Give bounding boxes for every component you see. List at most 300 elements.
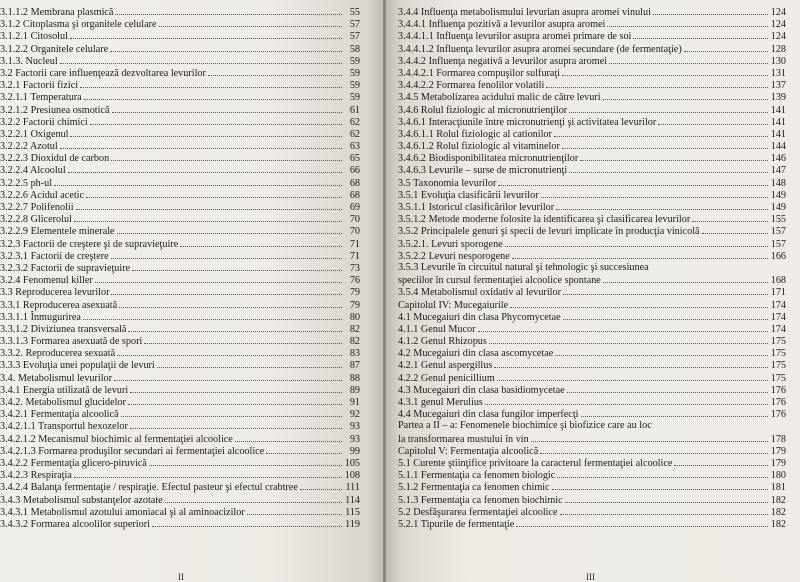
toc-entry (398, 347, 786, 359)
toc-entry-page: 175 (770, 336, 786, 348)
toc-entry (398, 225, 786, 237)
toc-entry-page: 181 (770, 482, 786, 494)
toc-entry-page: 174 (770, 311, 786, 323)
toc-entry-title: 3.2.1.1 Temperatura (0, 92, 82, 104)
toc-leader-dots (562, 67, 768, 76)
toc-entry-page: 155 (770, 214, 786, 226)
toc-entry-title: 4.1.2 Genul Rhizopus (398, 336, 487, 348)
toc-entry-title: 3.2.2.8 Glicerolul (0, 214, 72, 226)
toc-entry (398, 6, 786, 18)
toc-entry-page: 180 (770, 470, 786, 482)
toc-entry-title: 3.5.3 Levurile în circuitul natural şi tehnologic şi succesiunea (398, 261, 649, 273)
toc-leader-dots (485, 396, 768, 405)
toc-entry (398, 238, 786, 250)
toc-entry-page: 168 (770, 275, 786, 287)
toc-entry-page: 73 (349, 262, 360, 274)
toc-leader-dots (80, 79, 342, 88)
toc-entry-page: 179 (770, 457, 786, 469)
toc-entry-title: 3.2.2 Factorii chimici (0, 116, 88, 128)
toc-entry-title: 3.2.1.2 Presiunea osmotică (0, 104, 110, 116)
toc-leader-dots (580, 152, 768, 161)
toc-leader-dots (300, 481, 342, 490)
toc-entry-page: 146 (770, 153, 786, 165)
toc-leader-dots (165, 494, 342, 503)
toc-entry (398, 311, 786, 323)
toc-entry (0, 481, 360, 493)
toc-leader-dots (512, 250, 768, 259)
toc-entry (0, 311, 360, 323)
toc-entry-page: 92 (349, 409, 360, 421)
toc-entry (398, 335, 786, 347)
toc-leader-dots (208, 67, 342, 76)
toc-entry-title: 3.1.2.2 Organitele celulare (0, 43, 109, 55)
toc-entry-page: 176 (770, 409, 786, 421)
toc-entry-page: 166 (770, 250, 786, 262)
toc-entry (398, 30, 786, 42)
toc-entry (0, 457, 360, 469)
toc-entry-title: Capitolul IV: Mucegaiurile (398, 299, 509, 311)
toc-entry (398, 91, 786, 103)
toc-entry-title: 3.4.4.2 Influenţa negativă a levurilor asupra aromei (398, 55, 608, 67)
toc-entry (0, 469, 360, 481)
toc-entry-title: la transformarea mustului în vin (398, 433, 529, 445)
toc-entry-title: 3.4.2.4 Balanţa fermentaţie / respiraţie. Efectul pasteur şi efectul crabtree (0, 482, 298, 494)
toc-entry (0, 445, 360, 457)
toc-leader-dots (74, 213, 342, 222)
toc-leader-dots (180, 238, 342, 247)
toc-leader-dots (121, 408, 342, 417)
page-number-right: III (586, 572, 595, 582)
toc-entry (0, 91, 360, 103)
toc-leader-dots (157, 359, 342, 368)
toc-entry (0, 274, 360, 286)
toc-entry (398, 18, 786, 30)
toc-leader-dots (498, 177, 768, 186)
toc-entry (0, 201, 360, 213)
toc-entry-page: 62 (349, 116, 360, 128)
toc-entry (0, 286, 360, 298)
toc-entry (0, 128, 360, 140)
toc-entry (0, 335, 360, 347)
toc-entry (0, 152, 360, 164)
toc-entry-page: 174 (770, 323, 786, 335)
toc-entry-title: 3.4.2.1.3 Formarea produşilor secundari ai fermentaţiei alcoolice (0, 445, 265, 457)
toc-leader-dots (247, 506, 342, 515)
toc-entry-title: Capitolul V: Fermentaţia alcoolică (398, 445, 539, 457)
toc-entry (398, 55, 786, 67)
toc-entry-title: 4.1 Mucegaiuri din clasa Phycomycetae (398, 311, 561, 323)
toc-entry (0, 79, 360, 91)
toc-entry (398, 359, 786, 371)
toc-leader-dots (569, 104, 768, 113)
toc-leader-dots (111, 152, 342, 161)
toc-entry-page: 68 (349, 189, 360, 201)
toc-entry (0, 6, 360, 18)
toc-entry-page: 62 (349, 128, 360, 140)
toc-entry (398, 250, 786, 262)
toc-leader-dots (557, 469, 768, 478)
toc-entry-title: 3.2.2.4 Alcoolul (0, 165, 66, 177)
toc-entry-page: 124 (770, 7, 786, 18)
toc-entry-title: 3.3.3 Evoluţia unei populaţii de levuri (0, 360, 155, 372)
toc-leader-dots (60, 140, 342, 149)
toc-entry-title: 3.2.4 Fenomenul killer (0, 275, 93, 287)
toc-entry-title: 3.5.2.1. Levuri sporogene (398, 238, 503, 250)
toc-entry-title: Partea a II – a: Fenomenele biochimice şi biofizice care au loc (398, 420, 652, 432)
toc-entry-title: 3.4.4.1 Influenţa pozitivă a levurilor asupra aromei (398, 19, 606, 31)
toc-leader-dots (563, 311, 768, 320)
toc-entry-page: 114 (345, 494, 360, 506)
toc-entry (0, 67, 360, 79)
toc-entry-title: 3.4.6.1.2 Rolul fiziologic al vitaminelor (398, 141, 560, 153)
toc-entry-page: 182 (770, 494, 786, 506)
toc-leader-dots (633, 30, 768, 39)
toc-entry-page: 149 (770, 202, 786, 213)
toc-entry (0, 189, 360, 201)
toc-entry (398, 201, 786, 213)
toc-leader-dots (567, 384, 768, 393)
toc-leader-dots (692, 213, 768, 222)
toc-entry-page: 83 (349, 348, 360, 360)
toc-entry-title: 5.1 Curente ştiinţifice privitoare la caracterul fermentaţiei alcoolice (398, 457, 673, 469)
toc-entry (0, 213, 360, 225)
toc-entry (398, 408, 786, 420)
toc-leader-dots (115, 6, 342, 15)
toc-entry-title: 3.4.3.1 Metabolismul azotului amoniacal şi al aminoacizilor (0, 506, 245, 518)
toc-entry (0, 262, 360, 274)
toc-entry-title: 3.3.1.1 Înmugurirea (0, 311, 81, 323)
toc-entry-page: 175 (770, 372, 786, 384)
toc-entry (0, 238, 360, 250)
toc-left (0, 6, 360, 530)
toc-entry-title: 5.1.2 Fermentaţia ca fenomen chimic (398, 482, 550, 494)
toc-entry-page: 93 (349, 421, 360, 433)
toc-entry (398, 189, 786, 201)
toc-entry (398, 67, 786, 79)
toc-entry-title: 3.1.3. Nucleul (0, 55, 58, 67)
toc-leader-dots (510, 299, 768, 308)
toc-entry-title: 3.4.2.1.2 Mecanismul biochimic al fermentaţiei alcoolice (0, 433, 233, 445)
toc-entry (0, 164, 360, 176)
toc-entry-page: 105 (344, 457, 360, 469)
toc-entry-title: 3.4.6 Rolul fiziologic al micronutrienţilor (398, 104, 568, 116)
toc-entry (0, 323, 360, 335)
toc-entry (0, 30, 360, 42)
toc-leader-dots (540, 445, 768, 454)
toc-entry-title: speciilor în cursul fermentaţiei alcoolice spontane (398, 275, 601, 287)
page-number-left: II (178, 572, 184, 582)
toc-leader-dots (609, 55, 768, 64)
toc-entry-title: 3.4.2. Metabolismul glucidelor (0, 397, 126, 408)
toc-entry-page: 71 (349, 250, 360, 262)
toc-leader-dots (60, 55, 342, 64)
toc-entry-page: 61 (349, 104, 360, 116)
toc-entry-page: 174 (770, 299, 786, 311)
toc-leader-dots (516, 518, 768, 527)
toc-entry-title: 3.1.2.1 Citosolul (0, 31, 68, 43)
toc-leader-dots (235, 433, 342, 442)
toc-entry-title: 3.5.1 Evoluţia clasificării levurilor (398, 189, 539, 201)
toc-entry-title: 3.2.3.2 Factorii de supravieţuire (0, 262, 131, 274)
toc-entry-page: 88 (349, 372, 360, 384)
toc-entry (398, 396, 786, 408)
toc-entry-title: 5.1.1 Fermentaţia ca fenomen biologic (398, 470, 556, 482)
toc-entry (398, 286, 786, 298)
toc-entry (0, 420, 360, 432)
toc-entry-page: 119 (345, 518, 360, 530)
toc-entry-page: 58 (349, 43, 360, 55)
toc-leader-dots (658, 116, 768, 125)
toc-entry-page: 99 (349, 445, 360, 457)
toc-entry-page: 178 (770, 433, 786, 445)
toc-leader-dots (68, 164, 342, 173)
toc-entry-title: 3.2.1 Factorii fizici (0, 80, 79, 92)
toc-entry-page: 175 (770, 348, 786, 360)
toc-entry-page: 79 (349, 287, 360, 299)
toc-leader-dots (112, 104, 343, 113)
toc-entry (398, 177, 786, 189)
toc-entry-title: 3.4.2.1 Fermentaţia alcoolică (0, 409, 119, 421)
toc-leader-dots (489, 335, 768, 344)
toc-entry-title: 3.2.2.2 Azotul (0, 141, 58, 153)
toc-leader-dots (674, 457, 768, 466)
right-page (386, 0, 800, 582)
toc-entry-title: 3.4.6.1.1 Rolul fiziologic al cationilor (398, 128, 552, 140)
toc-entry (398, 128, 786, 140)
toc-entry-title: 5.1.3 Fermentaţia ca fenomen biochimic (398, 494, 563, 506)
toc-leader-dots (552, 481, 768, 490)
toc-entry (0, 250, 360, 262)
toc-entry-title: 3.4.6.1 Interacţiunile între micronutrienţi şi activitatea levurilor (398, 116, 657, 128)
toc-entry (0, 494, 360, 506)
toc-entry-title: 3.4. Metabolismul levurilor (0, 372, 113, 384)
toc-entry (0, 359, 360, 371)
toc-entry-page: 131 (770, 67, 786, 79)
toc-leader-dots (684, 43, 768, 52)
toc-entry-page: 93 (349, 433, 360, 445)
toc-leader-dots (76, 201, 342, 210)
toc-entry-title: 3.5.2.2 Levuri nesporogene (398, 250, 510, 262)
toc-leader-dots (144, 335, 342, 344)
toc-entry (0, 18, 360, 30)
left-page (0, 0, 384, 582)
toc-entry (398, 43, 786, 55)
toc-entry-title: 4.3 Mucegaiuri din clasa basidiomycetae (398, 384, 565, 396)
toc-entry-title: 3.4.4 Influenţa metabolismului levurian asupra aromei vinului (398, 7, 651, 18)
toc-entry-title: 3.3.1.3 Formarea asexuată de spori (0, 336, 143, 348)
toc-entry (398, 116, 786, 128)
toc-entry-page: 57 (349, 19, 360, 31)
toc-entry-title: 3.4.3.2 Formarea alcoolilor superiori (0, 518, 150, 530)
toc-leader-dots (603, 274, 768, 283)
toc-leader-dots (54, 177, 342, 186)
toc-entry-title: 3.2.3.1 Factorii de creştere (0, 250, 109, 262)
toc-leader-dots (70, 30, 342, 39)
toc-leader-dots (159, 18, 342, 27)
toc-entry (0, 55, 360, 67)
toc-entry-page: 66 (349, 165, 360, 177)
toc-entry-page: 148 (770, 177, 786, 189)
toc-entry-title: 3.3.1 Reproducerea asexuată (0, 299, 118, 311)
toc-leader-dots (702, 225, 768, 234)
toc-entry-page: 147 (770, 165, 786, 177)
toc-entry (398, 457, 786, 469)
toc-leader-dots (70, 128, 342, 137)
toc-entry-page: 175 (770, 360, 786, 372)
toc-entry (398, 433, 786, 445)
toc-entry-title: 3.5.4 Metabolismul oxidativ al levurilor (398, 287, 561, 299)
toc-entry (0, 384, 360, 396)
toc-entry (398, 152, 786, 164)
toc-entry-title: 4.2 Mucegaiuri din clasa ascomycetae (398, 348, 554, 360)
toc-entry (0, 518, 360, 530)
toc-leader-dots (531, 433, 768, 442)
toc-entry-title: 3.1.2 Citoplasma şi organitele celulare (0, 19, 157, 31)
toc-leader-dots (546, 79, 768, 88)
toc-entry-title: 3.5.2 Principalele genuri şi specii de levuri implicate în producţia vinicolă (398, 226, 700, 238)
toc-entry (0, 372, 360, 384)
toc-leader-dots (478, 323, 768, 332)
toc-entry-page: 59 (349, 67, 360, 79)
toc-entry-page: 59 (349, 55, 360, 67)
toc-entry-page: 157 (770, 238, 786, 250)
toc-entry (0, 140, 360, 152)
toc-entry (398, 299, 786, 311)
toc-entry (398, 213, 786, 225)
toc-entry-title: 3.3 Reproducerea levurilor (0, 287, 110, 299)
toc-entry-title: 3.2.2.9 Elementele minerale (0, 226, 115, 238)
toc-entry-title: 3.4.3 Metabolismul substanţelor azotate (0, 494, 163, 506)
toc-leader-dots (497, 372, 768, 381)
toc-entry-page: 137 (770, 80, 786, 92)
toc-entry (0, 299, 360, 311)
toc-entry (398, 79, 786, 91)
toc-leader-dots (111, 286, 342, 295)
toc-leader-dots (74, 469, 342, 478)
toc-entry (0, 225, 360, 237)
toc-entry-title: 3.4.2.2 Fermentaţia glicero-piruvică (0, 457, 147, 469)
toc-entry-page: 111 (345, 482, 360, 494)
toc-entry-title: 3.2 Factorii care influenţează dezvoltarea levurilor (0, 67, 206, 79)
toc-leader-dots (95, 274, 342, 283)
toc-entry-page: 124 (770, 19, 786, 31)
toc-leader-dots (90, 116, 342, 125)
toc-leader-dots (569, 164, 768, 173)
toc-entry (0, 347, 360, 359)
toc-leader-dots (86, 189, 342, 198)
toc-leader-dots (130, 384, 342, 393)
toc-entry-title: 3.4.2.3 Respiraţia (0, 470, 72, 482)
toc-entry (398, 262, 786, 274)
toc-leader-dots (581, 408, 769, 417)
toc-entry-title: 4.2.2 Genul penicillium (398, 372, 495, 384)
toc-entry-title: 4.4 Mucegaiuri din clasa fungilor imperfecţi (398, 409, 579, 421)
toc-entry-title: 3.3.2. Reproducerea sexuată (0, 348, 116, 360)
toc-entry-title: 4.3.1 genul Merulius (398, 397, 483, 408)
toc-entry-title: 3.2.2.3 Dioxidul de carbon (0, 153, 110, 165)
toc-leader-dots (132, 262, 342, 271)
toc-entry-page: 141 (770, 104, 786, 116)
toc-entry-page: 68 (349, 177, 360, 189)
toc-entry-page: 144 (770, 141, 786, 153)
toc-entry-page: 141 (770, 116, 786, 128)
toc-entry (398, 384, 786, 396)
toc-leader-dots (555, 347, 768, 356)
toc-leader-dots (556, 201, 768, 210)
toc-leader-dots (494, 359, 768, 368)
toc-entry-page: 176 (770, 384, 786, 396)
toc-leader-dots (505, 238, 768, 247)
toc-entry-page: 65 (349, 153, 360, 165)
toc-leader-dots (84, 91, 342, 100)
toc-entry-page: 91 (349, 397, 360, 408)
toc-leader-dots (266, 445, 342, 454)
toc-entry (398, 494, 786, 506)
toc-leader-dots (111, 250, 342, 259)
toc-leader-dots (653, 6, 768, 15)
toc-entry (398, 140, 786, 152)
toc-entry (0, 506, 360, 518)
toc-entry (398, 164, 786, 176)
toc-entry (398, 469, 786, 481)
toc-leader-dots (117, 225, 342, 234)
toc-entry-page: 69 (349, 202, 360, 213)
toc-entry-page: 108 (344, 470, 360, 482)
toc-entry-title: 3.4.6.3 Levurile – surse de micronutrienţi (398, 165, 568, 177)
toc-entry-title: 3.2.2.7 Polifenolii (0, 202, 74, 213)
toc-right (398, 6, 786, 530)
toc-leader-dots (562, 140, 768, 149)
toc-leader-dots (541, 189, 768, 198)
toc-entry-page: 82 (349, 336, 360, 348)
toc-entry-page: 182 (770, 518, 786, 530)
toc-leader-dots (130, 420, 342, 429)
toc-entry (398, 481, 786, 493)
toc-entry-title: 3.4.5 Metabolizarea acidului malic de către levuri (398, 92, 601, 104)
toc-entry-title: 3.4.4.1.2 Influenţa levurilor asupra aromei secundare (de fermentaţie) (398, 43, 682, 55)
toc-entry-page: 179 (770, 445, 786, 457)
toc-leader-dots (119, 299, 342, 308)
toc-entry-page: 70 (349, 226, 360, 238)
toc-entry-page: 182 (770, 506, 786, 518)
toc-entry (398, 420, 786, 432)
toc-entry (398, 323, 786, 335)
toc-entry-title: 3.4.4.2.1 Formarea compuşilor sulfuraţi (398, 67, 561, 79)
toc-entry-page: 139 (770, 92, 786, 104)
toc-leader-dots (607, 18, 768, 27)
toc-entry-title: 3.4.1 Energia utilizată de levuri (0, 384, 129, 396)
toc-entry-page: 115 (345, 506, 360, 518)
toc-entry-page: 157 (770, 226, 786, 238)
toc-entry-page: 70 (349, 214, 360, 226)
toc-entry (0, 43, 360, 55)
toc-entry-page: 149 (770, 189, 786, 201)
toc-leader-dots (149, 457, 342, 466)
toc-entry-title: 3.4.4.2.2 Formarea fenolilor volatili (398, 80, 545, 92)
toc-entry (0, 116, 360, 128)
toc-entry-page: 71 (349, 238, 360, 250)
toc-leader-dots (110, 43, 342, 52)
toc-entry-title: 3.2.2.1 Oxigenul (0, 128, 69, 140)
toc-entry (398, 518, 786, 530)
toc-entry-title: 3.5.1.2 Metode moderne folosite la identificarea şi clasificarea levurilor (398, 214, 691, 226)
toc-leader-dots (83, 311, 342, 320)
toc-entry-title: 3.1.1.2 Membrana plasmică (0, 7, 114, 18)
toc-leader-dots (128, 323, 342, 332)
toc-leader-dots (554, 128, 768, 137)
toc-entry-page: 59 (349, 80, 360, 92)
toc-leader-dots (128, 396, 342, 405)
